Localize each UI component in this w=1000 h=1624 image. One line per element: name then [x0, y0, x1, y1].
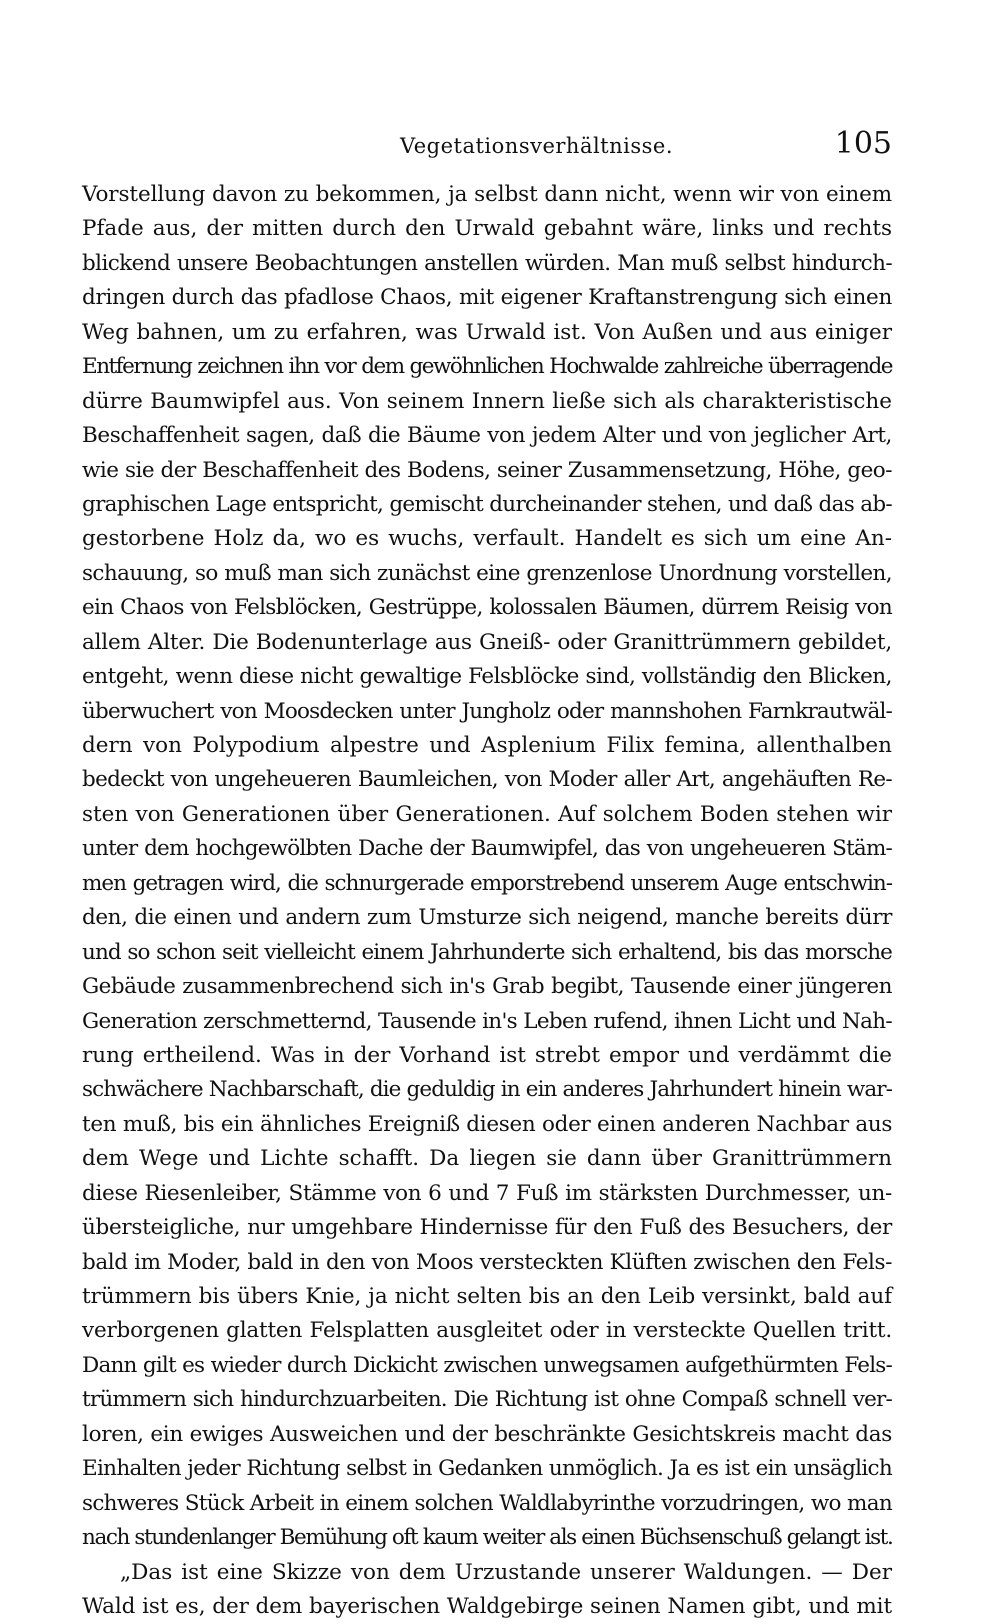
text-line: Entfernung zeichnen ihn vor dem gewöhnlichen Hochwalde zahlreiche überragende [82, 354, 892, 380]
text-line: den, die einen und andern zum Umsturze sich neigend, manche bereits dürr [82, 905, 892, 931]
text-line: Dann gilt es wieder durch Dickicht zwischen unwegsamen aufgethürmten Fels- [82, 1352, 892, 1378]
text-line: dem Wege und Lichte schafft. Da liegen sie dann über Granittrümmern [82, 1146, 892, 1172]
page-number: 105 [834, 126, 892, 161]
text-line: dringen durch das pfadlose Chaos, mit eigener Kraftanstrengung sich einen [82, 285, 892, 311]
page-header [82, 126, 892, 166]
body-text [82, 178, 892, 1624]
text-line: dürre Baumwipfel aus. Von seinem Innern ließe sich als charakteristische [82, 388, 892, 414]
text-line: Wald ist es, der dem bayerischen Waldgebirge seinen Namen gibt, und mit [82, 1593, 892, 1619]
running-head: Vegetationsverhältnisse. [400, 134, 674, 158]
text-line: überwuchert von Moosdecken unter Jungholz oder mannshohen Farnkrautwäl- [82, 698, 892, 724]
text-line: bald im Moder, bald in den von Moos versteckten Klüften zwischen den Fels- [82, 1249, 892, 1275]
text-line: Vorstellung davon zu bekommen, ja selbst dann nicht, wenn wir von einem [82, 182, 892, 207]
text-line: trümmern bis übers Knie, ja nicht selten bis an den Leib versinkt, bald auf [82, 1284, 892, 1309]
text-line: und so schon seit vielleicht einem Jahrhunderte sich erhaltend, bis das morsche [82, 939, 892, 965]
text-line: übersteigliche, nur umgehbare Hindernisse für den Fuß des Besuchers, der [82, 1215, 892, 1241]
text-line: diese Riesenleiber, Stämme von 6 und 7 Fuß im stärksten Durchmesser, un- [82, 1180, 892, 1206]
text-line: schauung, so muß man sich zunächst eine grenzenlose Unordnung vorstellen, [82, 560, 892, 586]
text-line: Generation zerschmetternd, Tausende in's Leben rufend, ihnen Licht und Nah- [82, 1008, 892, 1034]
text-line: entgeht, wenn diese nicht gewaltige Felsblöcke sind, vollständig den Blicken, [82, 664, 892, 690]
text-line: men getragen wird, die schnurgerade emporstrebend unserem Auge entschwin- [82, 870, 892, 896]
paragraph-start-line: „Das ist eine Skizze von dem Urzustande unserer Waldungen. — Der [120, 1559, 892, 1585]
text-line: wie sie der Beschaffenheit des Bodens, seiner Zusammensetzung, Höhe, geo- [82, 457, 892, 483]
text-line: trümmern sich hindurchzuarbeiten. Die Richtung ist ohne Compaß schnell ver- [82, 1387, 892, 1413]
text-line: sten von Generationen über Generationen. Auf solchem Boden stehen wir [82, 801, 892, 827]
text-line: dern von Polypodium alpestre und Asplenium Filix femina, allenthalben [82, 733, 892, 758]
text-line: rung ertheilend. Was in der Vorhand ist strebt empor und verdämmt die [82, 1042, 892, 1068]
text-line: unter dem hochgewölbten Dache der Baumwipfel, das von ungeheueren Stäm- [82, 836, 892, 862]
paragraph-end-line: nach stundenlanger Bemühung oft kaum weiter als einen Büchsenschuß gelangt ist. [82, 1525, 893, 1551]
text-line: blickend unsere Beobachtungen anstellen würden. Man muß selbst hindurch- [82, 250, 892, 276]
text-line: Pfade aus, der mitten durch den Urwald gebahnt wäre, links und rechts [82, 216, 892, 242]
text-line: Gebäude zusammenbrechend sich in's Grab begibt, Tausende einer jüngeren [82, 974, 892, 1000]
text-line: loren, ein ewiges Ausweichen und der beschränkte Gesichtskreis macht das [82, 1421, 892, 1447]
text-line: gestorbene Holz da, wo es wuchs, verfault. Handelt es sich um eine An- [82, 526, 892, 552]
text-line: verborgenen glatten Felsplatten ausgleitet oder in versteckte Quellen tritt. [82, 1318, 892, 1344]
text-line: Weg bahnen, um zu erfahren, was Urwald ist. Von Außen und aus einiger [82, 319, 892, 345]
text-line: allem Alter. Die Bodenunterlage aus Gneiß- oder Granittrümmern gebildet, [82, 629, 892, 655]
text-line: Einhalten jeder Richtung selbst in Gedanken unmöglich. Ja es ist ein unsäglich [82, 1456, 892, 1482]
text-line: Beschaffenheit sagen, daß die Bäume von jedem Alter und von jeglicher Art, [82, 423, 892, 449]
text-line: bedeckt von ungeheueren Baumleichen, von Moder aller Art, angehäuften Re- [82, 767, 892, 793]
text-line: graphischen Lage entspricht, gemischt durcheinander stehen, und daß das ab- [82, 491, 892, 517]
text-line: schwächere Nachbarschaft, die geduldig in ein anderes Jahrhundert hinein war- [82, 1077, 892, 1103]
text-line: ten muß, bis ein ähnliches Ereigniß diesen oder einen anderen Nachbar aus [82, 1111, 893, 1137]
text-line: ein Chaos von Felsblöcken, Gestrüppe, kolossalen Bäumen, dürrem Reisig von [82, 595, 892, 621]
text-line: schweres Stück Arbeit in einem solchen Waldlabyrinthe vorzudringen, wo man [82, 1490, 892, 1516]
